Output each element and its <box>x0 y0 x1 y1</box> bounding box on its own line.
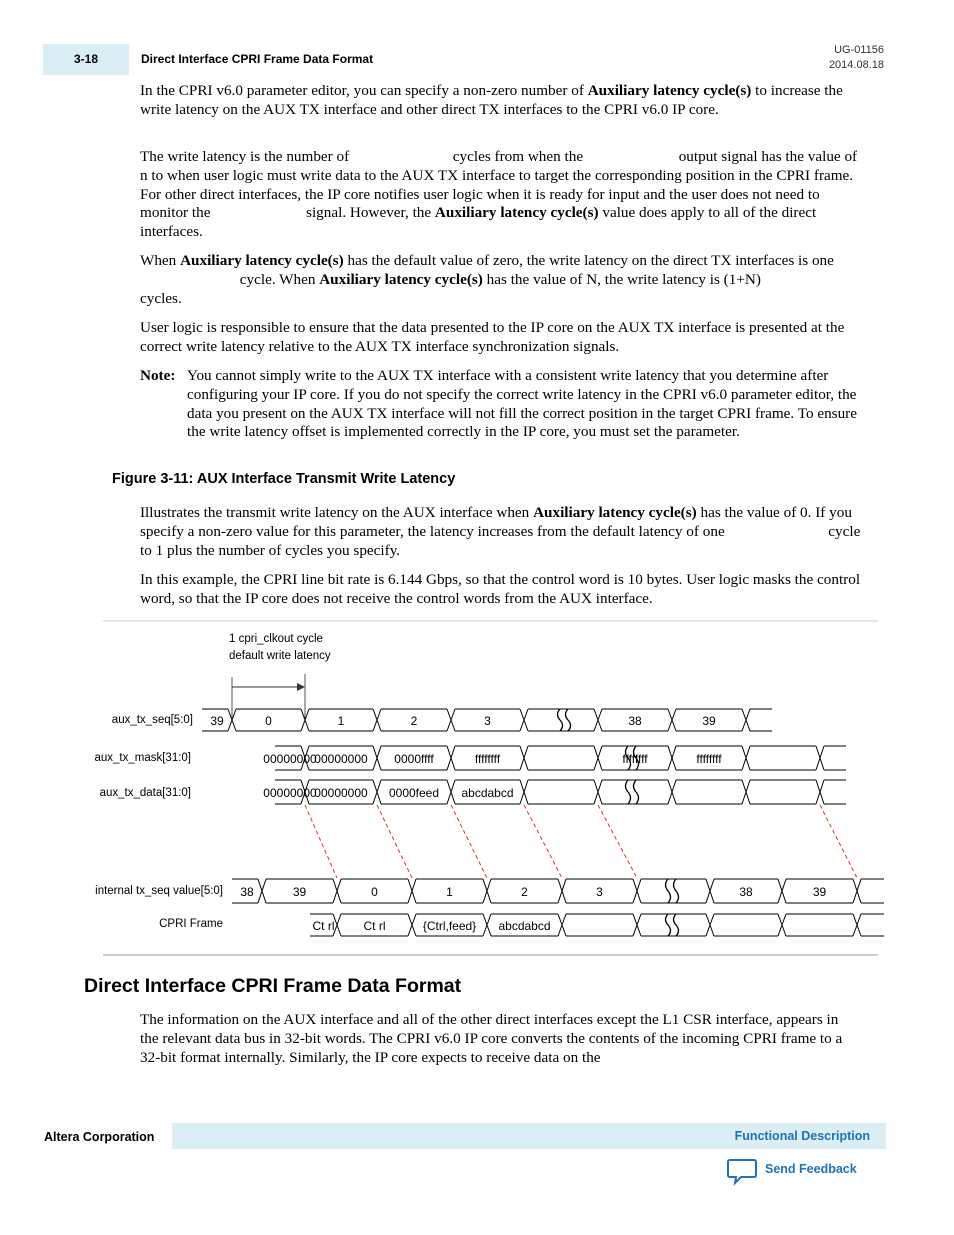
paragraph-aux-latency-intro: In the CPRI v6.0 parameter editor, you can specify a non-zero number of Auxiliary latency cycle(s) to increase the write latency on the AUX TX interface and other direct TX interfaces to the CPRI v6.0 IP core. <box>140 82 843 118</box>
paragraph-frame-data-format: The information on the AUX interface and all of the other direct interfaces except the L1 CSR interface, appears in the relevant data bus in 32-bit words. The CPRI v6.0 IP core converts the contents of the incoming CPRI frame to a 32-bit format internally. Similarly, the IP core expects to receive data on the <box>140 1011 843 1066</box>
seq-value: 1 <box>337 714 345 728</box>
waveform-group <box>202 709 884 936</box>
mask-value: ffffffff <box>622 752 648 766</box>
internal-value: 38 <box>240 885 254 899</box>
data-value: 00000000 <box>263 786 317 800</box>
data-value: 0000feed <box>388 786 440 800</box>
paragraph-user-logic-responsibility: User logic is responsible to ensure that the data presented to the IP core on the AUX TX interface is presented at the correct write latency relative to the AUX TX interface synchronization signals. <box>140 319 845 355</box>
seq-value: 38 <box>628 714 642 728</box>
note-label: Note: <box>140 367 176 384</box>
data-value: abcdabcd <box>461 786 514 800</box>
internal-value: 39 <box>812 885 827 899</box>
internal-value: 1 <box>446 885 453 899</box>
signal-label-aux-tx-seq: aux_tx_seq[5:0] <box>111 714 193 726</box>
seq-break-icon <box>558 709 571 731</box>
signal-label-aux-tx-mask: aux_tx_mask[31:0] <box>94 752 191 764</box>
figure-caption: Figure 3-11: AUX Interface Transmit Write Latency <box>112 471 456 487</box>
header-doc-id: UG-01156 <box>834 44 884 56</box>
mapping-dashed-line <box>598 805 637 878</box>
mask-value: 00000000 <box>314 752 368 766</box>
frame-value: abcdabcd <box>498 919 551 933</box>
mask-value: 00000000 <box>263 752 317 766</box>
internal-break-icon <box>666 879 679 903</box>
data-break-icon <box>626 780 639 804</box>
mask-value: ffffffff <box>696 752 722 766</box>
signal-label-aux-tx-data: aux_tx_data[31:0] <box>99 787 191 799</box>
paragraph-figure-description: Illustrates the transmit write latency on the AUX interface when Auxiliary latency cycle(s) has the value of 0. If you specify a non-zero value for this parameter, the latency increases from the default latency of one cycle to 1 plus the number of cycles you specify. <box>140 504 861 559</box>
footer-section-link[interactable]: Functional Description <box>734 1129 870 1143</box>
seq-value: 3 <box>484 714 491 728</box>
latency-annotation-line2: default write latency <box>229 650 331 662</box>
mapping-dashed-line <box>377 805 412 878</box>
mapping-dashed-line <box>451 805 487 878</box>
seq-value: 39 <box>702 714 716 728</box>
header-title: Direct Interface CPRI Frame Data Format <box>141 52 374 66</box>
mask-value: ffffffff <box>474 752 501 766</box>
seq-value: 39 <box>210 714 224 728</box>
internal-value: 39 <box>292 885 307 899</box>
frame-value: Ct rl <box>363 919 386 933</box>
paragraph-example-line-rate: In this example, the CPRI line bit rate is 6.144 Gbps, so that the control word is 10 bytes. User logic masks the control word, so that the IP core does not receive the control words from the AUX interface. <box>140 571 861 607</box>
mapping-dashed-line <box>820 805 857 878</box>
latency-arrowhead <box>297 683 305 691</box>
seq-value: 0 <box>265 714 272 728</box>
paragraph-default-latency: When Auxiliary latency cycle(s) has the default value of zero, the write latency on the direct TX interfaces is one cycle. When Auxiliary latency cycle(s) has the value of N, the write latency is (1+N) cycles. <box>140 252 834 307</box>
internal-value: 0 <box>371 885 378 899</box>
signal-label-internal-tx-seq: internal tx_seq value[5:0] <box>95 885 223 897</box>
footer-company: Altera Corporation <box>44 1130 155 1144</box>
frame-value: {Ctrl,feed} <box>422 919 477 933</box>
internal-value: 3 <box>596 885 603 899</box>
send-feedback-link[interactable]: Send Feedback <box>765 1162 857 1176</box>
paragraph-write-latency-definition: The write latency is the number of cycles from when the output signal has the value of n to when user logic must write data to the AUX TX interface to target the corresponding position in the CPRI frame. For other direct interfaces, the IP core notifies user logic when it is ready for input and the user does not need to monitor the signal. However, the Auxiliary latency cycle(s) value does apply to all of the direct interfaces. <box>140 148 858 241</box>
section-heading: Direct Interface CPRI Frame Data Format <box>84 975 462 997</box>
seq-value: 2 <box>410 714 418 728</box>
header-page-number: 3-18 <box>73 52 99 66</box>
mapping-dashed-line <box>524 805 562 878</box>
signal-label-cpri-frame: CPRI Frame <box>159 918 223 930</box>
mask-value: 0000ffff <box>394 752 434 766</box>
frame-break-icon <box>666 914 679 936</box>
speech-bubble-icon[interactable] <box>727 1158 757 1186</box>
note-text: You cannot simply write to the AUX TX interface with a consistent write latency that you determine after configuring your IP core. If you do not specify the correct write latency in the CPRI v6.0 parameter editor, the data you present on the AUX TX interface will not fill the correct position in the target CPRI frame. To ensure the write latency offset is implemented correctly in the IP core, you must set the parameter. <box>187 367 857 441</box>
data-value: 00000000 <box>314 786 368 800</box>
frame-value: Ct rl <box>312 919 335 933</box>
internal-value: 38 <box>739 885 753 899</box>
internal-value: 2 <box>521 885 528 899</box>
latency-annotation-line1: 1 cpri_clkout cycle <box>229 633 323 645</box>
mapping-dashed-line <box>305 805 337 878</box>
header-doc-date: 2014.08.18 <box>828 59 884 71</box>
